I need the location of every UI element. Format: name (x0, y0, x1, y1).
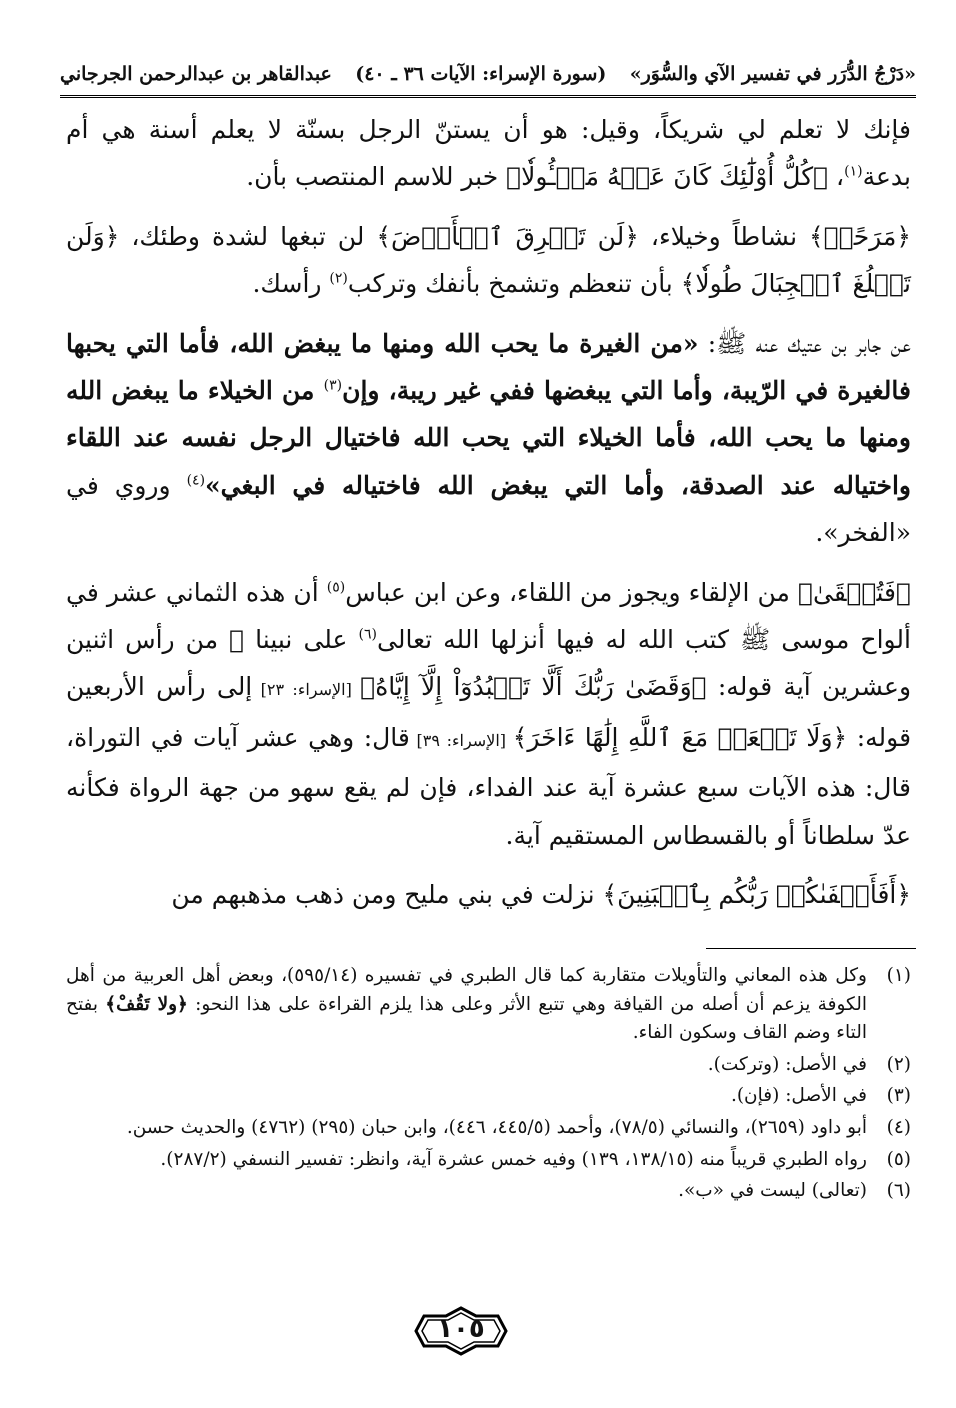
paragraph-3: عن جابر بن عتيك عنه ﷺ: «من الغيرة ما يحب الله ومنها ما يبغض الله، فأما التي يحبها فالغيرة في الرّيبة، وأما التي يبغضها ففي غير ريبة، وإن$^{(٣)}$ من الخيلاء ما يبغض الله ومنها ما يحب الله، فأما الخيلاء التي يحب الله فاختيال الرجل نفسه عند اللقاء واختياله عند الصدقة، وأما التي يبغض الله فاختياله في البغي»$^{(٤)}$ وروي في «الفخر». (66, 328, 912, 548)
quran-verse: ﴿مَرَحًاۖ﴾ (809, 221, 911, 251)
paragraph-1: فإنك لا تعلم لي شريكاً، وقيل: هو أن يستنّ الرجل بسنّة لا يعلم أسنة هي أم بدعة$^{(١)}$، ﴿كُلُّ أُوْلَٰٓئِكَ كَانَ عَنۡهُ مَسۡـُٔولٗا﴾ خبر للاسم المنتصب بأن. (66, 115, 911, 192)
footnotes (66, 962, 911, 1209)
verse-reference: [الإسراء: ٣٩] (409, 730, 513, 750)
quran-verse: ﴿وَلَا تَجۡعَلۡ مَعَ ٱللَّهِ إِلَٰهًا ءَاخَرَ﴾ (512, 722, 848, 752)
footnote-ref-5[interactable]: (٥) (326, 579, 346, 596)
page-number: ١٠٥ (437, 1314, 485, 1344)
footnote-item: (٦) (تعالى) ليست في «ب». (66, 1177, 911, 1206)
header-surah-info: (سورة الإسراء: الآيات ٣٦ ـ ٤٠) (355, 63, 607, 85)
footnote-item: (٤) أبو داود (٢٦٥٩)، والنسائي (٧٨/٥)، وأحمد (٤٤٥/٥، ٤٤٦)، وابن حبان (٢٩٥) (٤٧٦٢) والحديث حسن. (66, 1114, 911, 1143)
footnote-item: (٣) في الأصل: (فإن). (66, 1082, 911, 1111)
quran-verse: ﴿أَفَأَصۡفَىٰكُمۡ رَبُّكُم بِٱلۡبَنِينَ﴾ (602, 880, 911, 910)
quran-verse: ﴿لَن تَخۡرِقَ ٱلۡأَرۡضَ﴾ (376, 221, 639, 251)
paragraph-4: ﴿فَتُلۡقَىٰ﴾ من الإلقاء ويجوز من اللقاء، وعن ابن عباس$^{(٥)}$ أن هذه الثماني عشر في ألواح موسى ﷺ كتب الله له فيها أنزلها الله تعالى$^{(٦)}$ على نبينا ﷺ من رأس اثنين وعشرين آية قوله: ﴿وَقَضَىٰ رَبُّكَ أَلَّا تَعۡبُدُوٓاْ إِلَّآ إِيَّاهُ﴾ [الإسراء: ٢٣] إلى رأس الأربعين قوله: ﴿وَلَا تَجۡعَلۡ مَعَ ٱللَّهِ إِلَٰهًا ءَاخَرَ﴾ [الإسراء: ٣٩] قال: وهي عشر آيات في التوراة، قال: هذه الآيات سبع عشرة آية عند الفداء، فإن لم يقع سهو من جهة الرواة فكأنه عدّ سلطاناً أو بالقسطاس المستقيم آية. (66, 577, 912, 850)
footnote-item: (١) وكل هذه المعاني والتأويلات متقاربة كما قال الطبري في تفسيره (٥٩٥/١٤)، وبعض أهل العربية من أهل الكوفة يزعم أن أصله من القيافة وهي تتبع الأثر وعلى هذا يلزم القراءة على هذا النحو: ﴿ولا تَقُفْ﴾ بفتح التاء وضم القاف وسكون الفاء. (66, 962, 911, 1048)
footnote-item: (٥) رواه الطبري قريباً منه (١٣٨/١٥، ١٣٩) وفيه خمس عشرة آية، وانظر: تفسير النسفي (٢٨٧/٢). (66, 1146, 911, 1175)
main-text (66, 106, 911, 919)
quran-verse: ﴿وَقَضَىٰ رَبُّكَ أَلَّا تَعۡبُدُوٓاْ إِلَّآ إِيَّاهُ﴾ (360, 672, 707, 702)
header-divider (60, 95, 916, 98)
footnote-divider (706, 948, 916, 949)
page-number-ornament (414, 1306, 508, 1356)
paragraph-5: ﴿أَفَأَصۡفَىٰكُمۡ رَبُّكُم بِٱلۡبَنِينَ﴾ نزلت في بني مليح ومن ذهب مذهبهم من (171, 880, 911, 910)
footnote-number: (٤) (886, 1116, 911, 1138)
verse-reference: [الإسراء: ٢٣] (252, 680, 361, 700)
footnote-ref-6[interactable]: (٦) (358, 626, 377, 643)
header-author: عبدالقاهر بن عبدالرحمن الجرجاني (60, 63, 332, 85)
quran-verse: ﴿كُلُّ أُوْلَٰٓئِكَ كَانَ عَنۡهُ مَسۡـُٔولٗا﴾ (506, 162, 829, 192)
footnote-number: (١) (886, 965, 911, 986)
footnote-item: (٢) في الأصل: (وتركت). (66, 1051, 911, 1080)
quran-verse: ﴿وَلَن تَبۡلُغَ ٱلۡجِبَالَ طُولٗا﴾ (66, 221, 911, 299)
paragraph-2: ﴿مَرَحًاۖ﴾ نشاطاً وخيلاء، ﴿لَن تَخۡرِقَ ٱلۡأَرۡضَ﴾ لن تبغها لشدة وطئك، ﴿وَلَن تَبۡلُغَ ٱلۡجِبَالَ طُولٗا﴾ بأن تنعظم وتشمخ بأنفك وتركب$^{(٢)}$ رأسك. (66, 221, 911, 299)
quran-verse: ﴿فَتُلۡقَىٰ﴾ (798, 577, 911, 607)
footnote-number: (٥) (886, 1148, 911, 1170)
footnote-ref-3[interactable]: (٣) (323, 377, 343, 394)
footnote-number: (٣) (886, 1085, 911, 1107)
running-header (60, 56, 916, 92)
hadith-text: «من الغيرة ما يحب الله ومنها ما يبغض الله، فأما التي يحبها فالغيرة في الرّيبة، وأما التي يبغضها ففي غير ريبة، وإن (66, 328, 911, 406)
hadith-text: من الخيلاء ما يبغض الله ومنها ما يحب الله، فأما الخيلاء التي يحب الله فاختيال الرجل نفسه عند اللقاء واختياله عند الصدقة، وأما التي يبغض الله فاختياله في البغي» (66, 376, 911, 500)
header-book-title: «دَرْجُ الدُّرَر في تفسير الآي والسُّوَر» (629, 63, 916, 85)
footnote-number: (٢) (886, 1053, 911, 1075)
footnote-ref-4[interactable]: (٤) (186, 472, 206, 489)
footnote-number: (٦) (886, 1180, 911, 1202)
footnote-ref-1[interactable]: (١) (844, 164, 863, 181)
footnote-ref-2[interactable]: (٢) (329, 270, 348, 287)
